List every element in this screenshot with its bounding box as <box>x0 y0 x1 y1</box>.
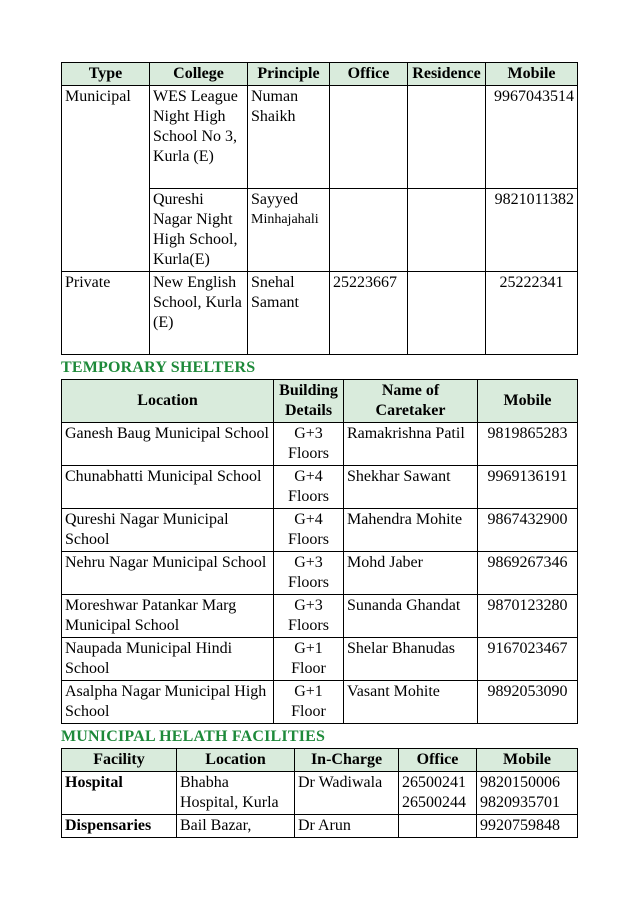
cell-caretaker: Shekhar Sawant <box>344 466 478 509</box>
table-row <box>62 86 578 189</box>
cell-mobile: 9967043514 <box>486 86 578 189</box>
building-floors: G+3 <box>294 425 323 442</box>
cell-location: Naupada Municipal Hindi School <box>62 638 274 681</box>
cell-principle: Snehal Samant <box>248 272 330 355</box>
col-header-location: Location <box>62 380 274 423</box>
cell-caretaker: Shelar Bhanudas <box>344 638 478 681</box>
cell-mobile: 9867432900 <box>478 509 578 552</box>
table-row <box>62 638 578 681</box>
table-row <box>62 681 578 724</box>
cell-office <box>330 86 408 189</box>
cell-mobile: 9920759848 <box>477 815 578 838</box>
cell-building-details <box>274 638 344 681</box>
cell-location: Chunabhatti Municipal School <box>62 466 274 509</box>
cell-office <box>399 815 477 838</box>
cell-building-details <box>274 681 344 724</box>
shelters-header-row <box>62 380 578 423</box>
table-row <box>62 272 578 355</box>
mobile-number: 9820935701 <box>480 794 560 811</box>
col-header-facility: Facility <box>62 749 177 772</box>
cell-location: Asalpha Nagar Municipal High School <box>62 681 274 724</box>
principle-first-name: Sayyed <box>251 191 299 208</box>
cell-location: Bhabha Hospital, Kurla <box>177 772 295 815</box>
building-floors-unit: Floors <box>288 445 329 462</box>
building-floors: G+3 <box>294 597 323 614</box>
mobile-number: 9820150006 <box>480 774 560 791</box>
table-row <box>62 509 578 552</box>
building-floors-unit: Floors <box>288 574 329 591</box>
cell-college: New English School, Kurla (E) <box>150 272 248 355</box>
cell-building-details <box>274 466 344 509</box>
cell-type <box>62 189 150 272</box>
building-floors-unit: Floors <box>288 488 329 505</box>
colleges-header-row <box>62 63 578 86</box>
cell-location: Nehru Nagar Municipal School <box>62 552 274 595</box>
colleges-table <box>61 62 578 355</box>
col-header-caretaker: Name of Caretaker <box>344 380 478 423</box>
cell-principle: Numan Shaikh <box>248 86 330 189</box>
cell-location: Ganesh Baug Municipal School <box>62 423 274 466</box>
cell-facility: Hospital <box>62 772 177 815</box>
cell-mobile: 9819865283 <box>478 423 578 466</box>
building-floors-unit: Floor <box>291 703 326 720</box>
cell-mobile: 9892053090 <box>478 681 578 724</box>
col-header-location: Location <box>177 749 295 772</box>
building-floors-unit: Floors <box>288 531 329 548</box>
cell-in-charge: Dr Wadiwala <box>295 772 399 815</box>
col-header-office: Office <box>399 749 477 772</box>
cell-building-details <box>274 423 344 466</box>
cell-college: WES League Night High School No 3, Kurla (E) <box>150 86 248 189</box>
health-header-row <box>62 749 578 772</box>
table-row <box>62 815 578 838</box>
office-number: 26500241 <box>402 774 466 791</box>
cell-office <box>399 772 477 815</box>
cell-building-details <box>274 595 344 638</box>
cell-caretaker: Mahendra Mohite <box>344 509 478 552</box>
cell-building-details <box>274 552 344 595</box>
table-row <box>62 772 578 815</box>
cell-in-charge: Dr Arun <box>295 815 399 838</box>
shelters-table <box>61 379 578 724</box>
col-header-type: Type <box>62 63 150 86</box>
col-header-building-details: Building Details <box>274 380 344 423</box>
shelters-section-title: TEMPORARY SHELTERS <box>61 359 256 376</box>
cell-mobile: 9869267346 <box>478 552 578 595</box>
cell-office <box>330 189 408 272</box>
col-header-residence: Residence <box>408 63 486 86</box>
col-header-in-charge: In-Charge <box>295 749 399 772</box>
building-floors-unit: Floor <box>291 660 326 677</box>
table-row <box>62 552 578 595</box>
col-header-college: College <box>150 63 248 86</box>
principle-last-name: Minhajahali <box>251 212 319 227</box>
cell-office: 25223667 <box>330 272 408 355</box>
building-floors: G+1 <box>294 683 323 700</box>
cell-mobile: 9821011382 <box>486 189 578 272</box>
cell-facility: Dispensaries <box>62 815 177 838</box>
cell-type: Municipal <box>62 86 150 189</box>
cell-mobile: 9167023467 <box>478 638 578 681</box>
document-page <box>61 62 577 838</box>
health-section-title: MUNICIPAL HELATH FACILITIES <box>61 728 326 745</box>
office-number: 26500244 <box>402 794 466 811</box>
building-floors: G+4 <box>294 511 323 528</box>
col-header-principle: Principle <box>248 63 330 86</box>
cell-mobile: 9969136191 <box>478 466 578 509</box>
col-header-mobile: Mobile <box>486 63 578 86</box>
cell-mobile: 25222341 <box>486 272 578 355</box>
cell-building-details <box>274 509 344 552</box>
shelters-body <box>62 423 578 724</box>
cell-location: Qureshi Nagar Municipal School <box>62 509 274 552</box>
table-row <box>62 466 578 509</box>
building-floors: G+3 <box>294 554 323 571</box>
cell-location: Moreshwar Patankar Marg Municipal School <box>62 595 274 638</box>
col-header-mobile: Mobile <box>478 380 578 423</box>
cell-mobile <box>477 772 578 815</box>
col-header-mobile: Mobile <box>477 749 578 772</box>
cell-residence <box>408 86 486 189</box>
building-floors-unit: Floors <box>288 617 329 634</box>
cell-mobile: 9870123280 <box>478 595 578 638</box>
building-floors: G+1 <box>294 640 323 657</box>
cell-type: Private <box>62 272 150 355</box>
table-row <box>62 595 578 638</box>
table-row <box>62 423 578 466</box>
cell-caretaker: Mohd Jaber <box>344 552 478 595</box>
building-floors: G+4 <box>294 468 323 485</box>
cell-location: Bail Bazar, <box>177 815 295 838</box>
col-header-office: Office <box>330 63 408 86</box>
cell-residence <box>408 189 486 272</box>
cell-principle <box>248 189 330 272</box>
cell-caretaker: Sunanda Ghandat <box>344 595 478 638</box>
cell-residence <box>408 272 486 355</box>
health-table <box>61 748 578 838</box>
cell-college: Qureshi Nagar Night High School, Kurla(E) <box>150 189 248 272</box>
table-row <box>62 189 578 272</box>
cell-caretaker: Ramakrishna Patil <box>344 423 478 466</box>
cell-caretaker: Vasant Mohite <box>344 681 478 724</box>
